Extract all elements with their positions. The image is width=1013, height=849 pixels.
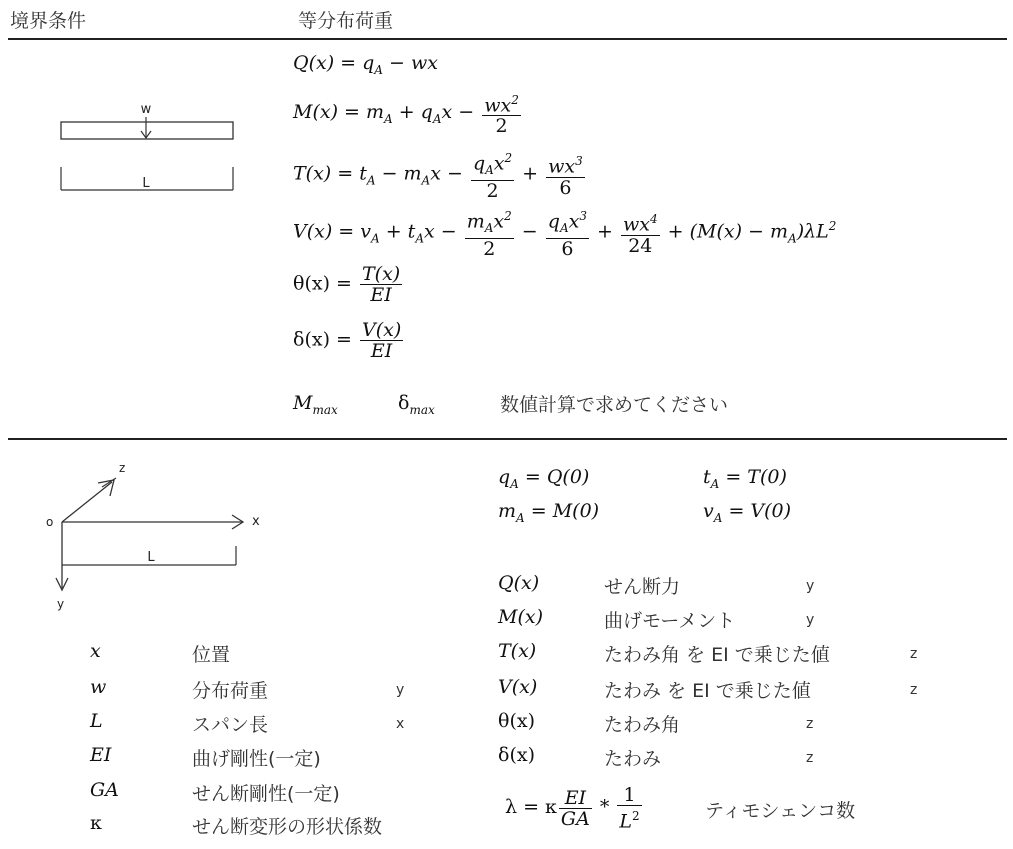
span-label: L: [142, 176, 150, 191]
func-desc-T: たわみ角 を EI で乗じた値: [604, 644, 830, 666]
func-axis-delta: z: [806, 750, 814, 766]
var-desc-GA: せん断剛性(一定): [192, 783, 340, 805]
func-axis-theta: z: [806, 716, 814, 732]
func-desc-M: 曲げモーメント: [604, 610, 736, 632]
var-desc-w: 分布荷重: [192, 680, 269, 702]
equation-shear: $Q(x) = q_A$ − wx: [293, 52, 438, 77]
m-max: $M_{max}$: [293, 392, 338, 417]
func-axis-Q: y: [806, 578, 815, 594]
func-axis-V: z: [910, 682, 918, 698]
func-desc-V: たわみ を EI で乗じた値: [604, 680, 811, 702]
func-sym-M: M(x): [498, 606, 543, 628]
section-divider: [8, 438, 1007, 440]
var-desc-L: スパン長: [192, 714, 269, 736]
init-ta: $t_A = T(0)$: [703, 466, 787, 491]
equation-delta: δ(x) = $\frac{V(x)}{EI}$: [293, 319, 402, 362]
func-sym-theta: θ(x): [498, 710, 535, 732]
equation-t: $T(x) = t_A - m_Ax$ − $\frac{q_Ax^2}{2}$ + $\frac{wx^3}{6}$: [293, 148, 587, 201]
var-axis-w: y: [396, 682, 405, 698]
timoshenko-number-label: ティモシェンコ数: [705, 800, 856, 822]
lambda-equation: λ = κ $\frac{EI}{GA}$ * $\frac{1}{L^2}$: [505, 784, 640, 833]
origin-label: o: [46, 515, 54, 529]
y-label: y: [57, 597, 65, 611]
delta-max: $\delta_{max}$: [398, 392, 435, 417]
var-sym-EI: EI: [90, 744, 112, 766]
func-desc-delta: たわみ: [604, 748, 662, 770]
load-label: w: [140, 102, 152, 117]
numerical-note: 数値計算で求めてください: [500, 394, 729, 416]
equation-theta: θ(x) = $\frac{T(x)}{EI}$: [293, 263, 401, 306]
var-sym-x: x: [90, 640, 101, 662]
equation-moment: $M(x) = m_A + q_Ax$ − $\frac{wx^2}{2}$: [293, 90, 523, 136]
func-desc-theta: たわみ角: [604, 714, 681, 736]
var-sym-L: L: [90, 710, 103, 732]
header-boundary-conditions: 境界条件: [10, 10, 87, 32]
equation-v: $V(x) = v_A + t_Ax$ − $\frac{m_Ax^2}{2}$ − $\frac{q_Ax^3}{6}$ + $\frac{wx^4}{24}$ + $(M(x) - m_A)\lambda L^2$: [293, 206, 836, 259]
header-divider: [8, 38, 1007, 40]
coordinate-diagram: [40, 458, 280, 614]
var-desc-x: 位置: [192, 644, 231, 666]
var-sym-w: w: [90, 676, 107, 698]
func-sym-V: V(x): [498, 676, 538, 698]
func-sym-Q: Q(x): [498, 572, 540, 594]
header-uniform-load: 等分布荷重: [298, 10, 394, 32]
func-sym-delta: δ(x): [498, 744, 535, 766]
var-desc-EI: 曲げ剛性(一定): [192, 748, 321, 770]
func-desc-Q: せん断力: [604, 576, 681, 598]
func-sym-T: T(x): [498, 640, 537, 662]
func-axis-M: y: [806, 612, 815, 628]
beam-load-diagram: [50, 95, 250, 200]
z-label: z: [119, 461, 126, 475]
x-label: x: [252, 514, 260, 529]
init-qa: $q_A = Q(0)$: [498, 466, 590, 491]
init-va: $v_A = V(0)$: [703, 500, 792, 525]
var-sym-kappa: κ: [90, 812, 102, 834]
span-label-2: L: [147, 550, 155, 565]
init-ma: $m_A = M(0)$: [498, 500, 600, 525]
var-sym-GA: GA: [90, 779, 119, 801]
var-axis-L: x: [396, 716, 405, 732]
func-axis-T: z: [910, 646, 918, 662]
z-axis: [62, 482, 112, 522]
var-desc-kappa: せん断変形の形状係数: [192, 816, 383, 838]
